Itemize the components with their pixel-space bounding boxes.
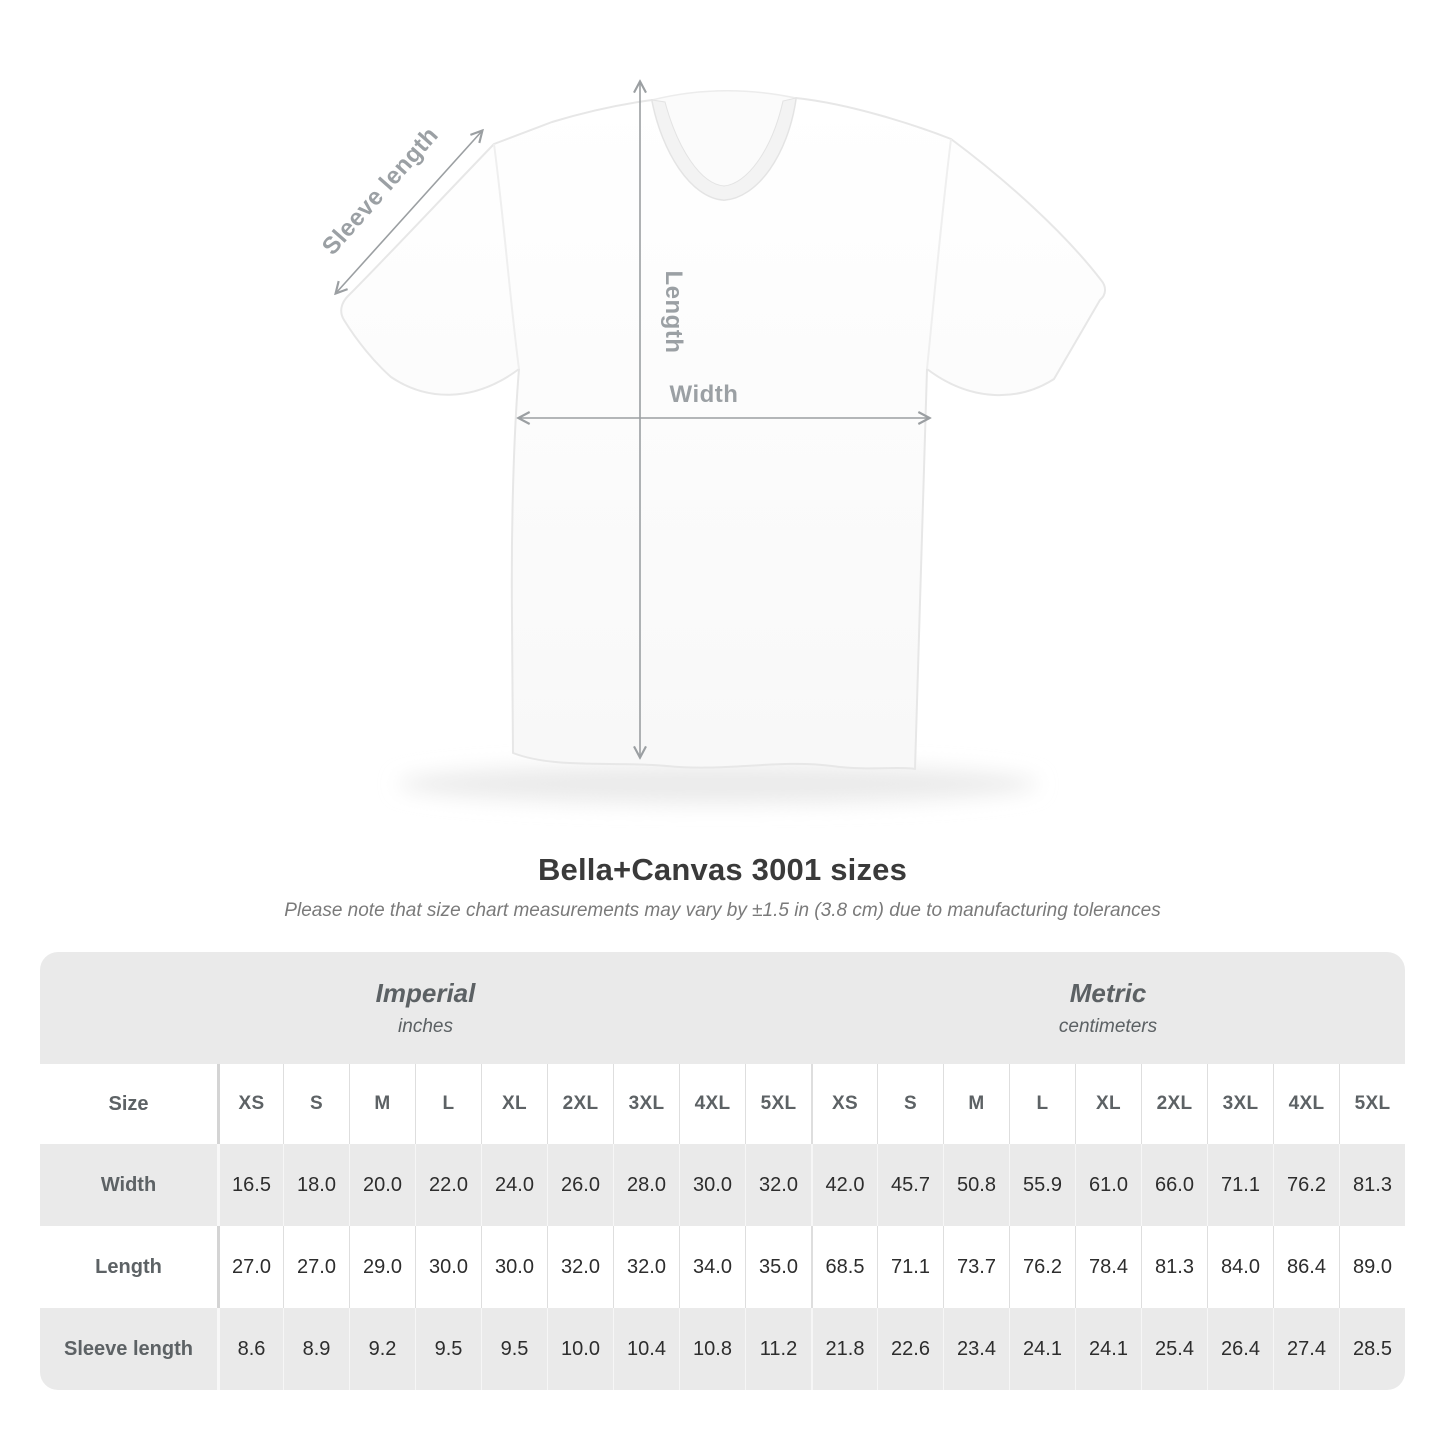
size-col-header: S — [877, 1064, 943, 1144]
value-cell: 61.0 — [1075, 1144, 1141, 1226]
value-cell: 22.0 — [415, 1144, 481, 1226]
row-label: Length — [95, 1255, 162, 1278]
value-cell: 81.3 — [1339, 1144, 1405, 1226]
value-cell: 8.9 — [283, 1308, 349, 1390]
shirt-shadow — [398, 764, 1038, 804]
value-cell: 22.6 — [877, 1308, 943, 1390]
value-cell: 29.0 — [349, 1226, 415, 1308]
value-cell: 16.5 — [217, 1144, 283, 1226]
sleeve-length-label: Sleeve length — [316, 121, 444, 261]
length-label: Length — [660, 270, 687, 354]
table-row-width — [40, 1144, 1405, 1226]
size-col-header: XL — [481, 1064, 547, 1144]
size-col-header: 2XL — [1141, 1064, 1207, 1144]
value-cell: 66.0 — [1141, 1144, 1207, 1226]
value-cell: 32.0 — [745, 1144, 811, 1226]
value-cell: 76.2 — [1009, 1226, 1075, 1308]
value-cell: 27.0 — [217, 1226, 283, 1308]
row-label: Width — [100, 1173, 157, 1196]
size-col-header: M — [349, 1064, 415, 1144]
value-cell: 11.2 — [745, 1308, 811, 1390]
row-label: Sleeve length — [64, 1337, 193, 1360]
table-row-sleeve-length — [40, 1308, 1405, 1390]
value-cell: 27.4 — [1273, 1308, 1339, 1390]
size-header-row — [40, 1064, 1405, 1144]
value-cell: 68.5 — [811, 1226, 877, 1308]
metric-title: Metric — [1069, 978, 1147, 1008]
size-col-header: XS — [811, 1064, 877, 1144]
metric-unit: centimeters — [1058, 1016, 1158, 1037]
value-cell: 23.4 — [943, 1308, 1009, 1390]
size-chart-table — [40, 952, 1405, 1390]
imperial-section-header — [40, 952, 811, 1064]
size-header-label: Size — [108, 1092, 149, 1115]
size-col-header: L — [1009, 1064, 1075, 1144]
value-cell: 55.9 — [1009, 1144, 1075, 1226]
value-cell: 30.0 — [415, 1226, 481, 1308]
value-cell: 9.5 — [415, 1308, 481, 1390]
value-cell: 9.2 — [349, 1308, 415, 1390]
value-cell: 34.0 — [679, 1226, 745, 1308]
tolerance-note: Please note that size chart measurements may vary by ±1.5 in (3.8 cm) due to manufacturing tolerances — [284, 900, 1161, 921]
imperial-title: Imperial — [375, 978, 476, 1008]
value-cell: 84.0 — [1207, 1226, 1273, 1308]
value-cell: 76.2 — [1273, 1144, 1339, 1226]
size-col-header: L — [415, 1064, 481, 1144]
size-col-header: XL — [1075, 1064, 1141, 1144]
size-col-header: 5XL — [1339, 1064, 1405, 1144]
value-cell: 10.8 — [679, 1308, 745, 1390]
value-cell: 50.8 — [943, 1144, 1009, 1226]
value-cell: 10.0 — [547, 1308, 613, 1390]
value-cell: 8.6 — [217, 1308, 283, 1390]
size-col-header: 2XL — [547, 1064, 613, 1144]
value-cell: 86.4 — [1273, 1226, 1339, 1308]
value-cell: 30.0 — [481, 1226, 547, 1308]
value-cell: 71.1 — [1207, 1144, 1273, 1226]
imperial-unit: inches — [398, 1016, 453, 1037]
size-col-header: 3XL — [1207, 1064, 1273, 1144]
value-cell: 89.0 — [1339, 1226, 1405, 1308]
size-col-header: 4XL — [1273, 1064, 1339, 1144]
value-cell: 42.0 — [811, 1144, 877, 1226]
value-cell: 30.0 — [679, 1144, 745, 1226]
value-cell: 71.1 — [877, 1226, 943, 1308]
value-cell: 26.4 — [1207, 1308, 1273, 1390]
value-cell: 78.4 — [1075, 1226, 1141, 1308]
size-col-header: S — [283, 1064, 349, 1144]
value-cell: 28.5 — [1339, 1308, 1405, 1390]
value-cell: 45.7 — [877, 1144, 943, 1226]
metric-section-header — [811, 952, 1405, 1064]
size-col-header: 5XL — [745, 1064, 811, 1144]
value-cell: 9.5 — [481, 1308, 547, 1390]
value-cell: 18.0 — [283, 1144, 349, 1226]
value-cell: 28.0 — [613, 1144, 679, 1226]
value-cell: 32.0 — [547, 1226, 613, 1308]
units-header-row — [40, 952, 1405, 1064]
value-cell: 25.4 — [1141, 1308, 1207, 1390]
value-cell: 27.0 — [283, 1226, 349, 1308]
value-cell: 10.4 — [613, 1308, 679, 1390]
page-title: Bella+Canvas 3001 sizes — [537, 852, 908, 887]
value-cell: 81.3 — [1141, 1226, 1207, 1308]
table-row-length — [40, 1226, 1405, 1308]
size-col-header: 3XL — [613, 1064, 679, 1144]
value-cell: 24.0 — [481, 1144, 547, 1226]
value-cell: 35.0 — [745, 1226, 811, 1308]
size-col-header: XS — [217, 1064, 283, 1144]
width-label: Width — [669, 381, 739, 408]
size-col-header: 4XL — [679, 1064, 745, 1144]
value-cell: 32.0 — [613, 1226, 679, 1308]
value-cell: 24.1 — [1009, 1308, 1075, 1390]
value-cell: 21.8 — [811, 1308, 877, 1390]
value-cell: 24.1 — [1075, 1308, 1141, 1390]
size-col-header: M — [943, 1064, 1009, 1144]
value-cell: 73.7 — [943, 1226, 1009, 1308]
value-cell: 20.0 — [349, 1144, 415, 1226]
value-cell: 26.0 — [547, 1144, 613, 1226]
